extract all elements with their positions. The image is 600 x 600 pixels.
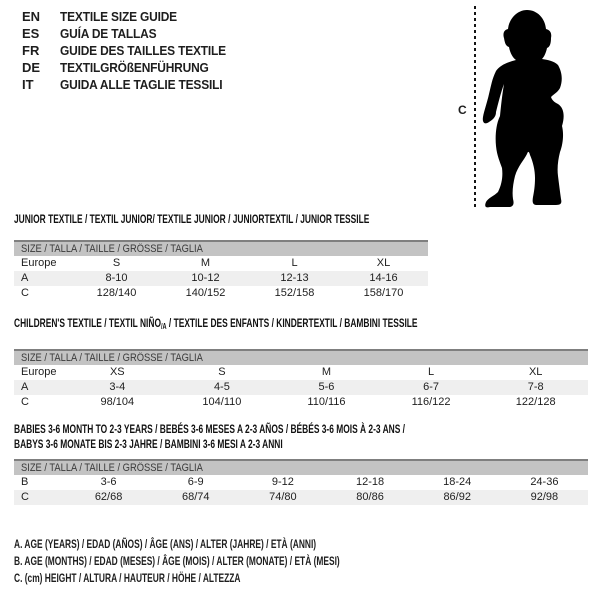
- row-label: C: [21, 491, 29, 503]
- lang-code: DE: [22, 60, 41, 75]
- language-row-de: [22, 59, 240, 76]
- height-figure: [452, 4, 598, 216]
- size-cell: 116/122: [411, 396, 451, 408]
- language-list: [22, 8, 240, 93]
- table-row-age: [14, 271, 428, 286]
- height-measure-line: [474, 6, 476, 210]
- section-title: JUNIOR TEXTILE / TEXTIL JUNIOR/ TEXTILE JUNIOR / JUNIORTEXTIL / JUNIOR TESSILE: [14, 212, 370, 226]
- size-cell: 3-6: [100, 476, 117, 488]
- section-babies-textile: [14, 422, 588, 505]
- lang-label: TEXTILE SIZE GUIDE: [60, 9, 177, 24]
- section-title: CHILDREN'S TEXTILE / TEXTIL NIÑO/A / TEXTILE DES ENFANTS / KINDERTEXTIL / BAMBINI TESSILE: [14, 316, 418, 331]
- size-cell: XL: [528, 366, 543, 378]
- size-cell: 104/110: [202, 396, 242, 408]
- lang-code: FR: [22, 43, 40, 58]
- table-row-europe: [14, 256, 428, 271]
- size-cell: S: [218, 366, 226, 378]
- junior-size-table: [14, 240, 428, 301]
- section-children-textile: [14, 316, 588, 410]
- lang-code: ES: [22, 26, 40, 41]
- size-cell: 128/140: [96, 287, 137, 299]
- size-cell: 86/92: [443, 491, 471, 503]
- lang-label: TEXTILGRÖßENFÜHRUNG: [60, 60, 209, 75]
- section-title: BABIES 3-6 MONTH TO 2-3 YEARS / BEBÉS 3-6 MESES A 2-3 AÑOS / BÉBÉS 3-6 MOIS À 2-3 ANS /: [14, 422, 406, 436]
- lang-code: IT: [22, 77, 34, 92]
- size-cell: XL: [376, 257, 391, 269]
- size-cell: 7-8: [527, 381, 544, 393]
- size-cell: XS: [109, 366, 125, 378]
- size-cell: 12-18: [355, 476, 385, 488]
- table-row-europe: [14, 365, 588, 380]
- section-title-line2: BABYS 3-6 MONATE BIS 2-3 JAHRE / BAMBINI 3-6 MESI A 2-3 ANNI: [14, 437, 283, 451]
- size-cell: 68/74: [181, 491, 210, 503]
- size-header-row: [14, 460, 588, 475]
- size-cell: 122/128: [515, 396, 556, 408]
- size-cell: 3-4: [109, 381, 126, 393]
- size-cell: 4-5: [213, 381, 230, 393]
- size-header-bar: SIZE / TALLA / TAILLE / GRÖSSE / TAGLIA: [14, 241, 428, 256]
- size-cell: 98/104: [100, 396, 135, 408]
- note-age-years: A. AGE (YEARS) / EDAD (AÑOS) / ÂGE (ANS) / ALTER (JAHRE) / ETÀ (ANNI): [14, 537, 317, 551]
- row-label: A: [21, 272, 29, 284]
- lang-label: GUIDA ALLE TAGLIE TESSILI: [60, 77, 223, 92]
- row-label: Europe: [21, 257, 57, 269]
- size-cell: 18-24: [443, 476, 472, 488]
- language-row-fr: [22, 42, 240, 59]
- language-row-it: [22, 76, 240, 93]
- lang-label: GUÍA DE TALLAS: [60, 26, 157, 41]
- table-row-height: [14, 286, 428, 301]
- size-cell: 140/152: [185, 287, 226, 299]
- size-cell: 110/116: [307, 396, 346, 408]
- lang-label: GUIDE DES TAILLES TEXTILE: [60, 43, 226, 58]
- row-label: A: [21, 381, 29, 393]
- size-header-row: [14, 241, 428, 256]
- children-size-table: [14, 349, 588, 410]
- size-cell: L: [291, 257, 298, 269]
- size-cell: 8-10: [105, 272, 128, 284]
- size-cell: 5-6: [318, 381, 335, 393]
- size-cell: 92/98: [530, 491, 559, 503]
- size-cell: 6-9: [187, 476, 204, 488]
- size-cell: 62/68: [94, 491, 123, 503]
- size-header-bar: SIZE / TALLA / TAILLE / GRÖSSE / TAGLIA: [14, 350, 588, 365]
- row-label: C: [21, 287, 29, 299]
- note-age-months: B. AGE (MONTHS) / EDAD (MESES) / ÂGE (MOIS) / ALTER (MONATE) / ETÀ (MESI): [14, 554, 340, 568]
- size-header-bar: SIZE / TALLA / TAILLE / GRÖSSE / TAGLIA: [14, 460, 588, 475]
- table-row-height: [14, 395, 588, 410]
- lang-code: EN: [22, 9, 41, 24]
- size-cell: 152/158: [274, 287, 315, 299]
- note-height: C. (cm) HEIGHT / ALTURA / HAUTEUR / HÖHE / ALTEZZA: [14, 571, 241, 585]
- row-label: B: [21, 476, 29, 488]
- size-cell: 9-12: [271, 476, 294, 488]
- row-label: C: [21, 396, 29, 408]
- size-cell: 10-12: [191, 272, 220, 284]
- size-cell: 74/80: [269, 491, 297, 503]
- babies-size-table: [14, 459, 588, 505]
- size-cell: L: [428, 366, 435, 378]
- size-cell: S: [112, 257, 121, 269]
- size-cell: 14-16: [369, 272, 398, 284]
- table-row-months: [14, 475, 588, 490]
- table-row-height: [14, 490, 588, 505]
- size-cell: 24-36: [530, 476, 559, 488]
- measure-label-c: C: [458, 103, 467, 117]
- size-cell: 6-7: [423, 381, 440, 393]
- size-header-row: [14, 350, 588, 365]
- size-cell: M: [200, 257, 211, 269]
- size-cell: M: [321, 366, 332, 378]
- row-label: Europe: [21, 366, 57, 378]
- language-row-es: [22, 25, 240, 42]
- size-cell: 80/86: [356, 491, 384, 503]
- table-row-age: [14, 380, 588, 395]
- baby-silhouette-icon: [480, 4, 570, 210]
- section-junior-textile: [14, 212, 428, 301]
- legend-notes: [14, 536, 479, 587]
- size-cell: 158/170: [363, 287, 404, 299]
- size-cell: 12-13: [280, 272, 309, 284]
- language-row-en: [22, 8, 240, 25]
